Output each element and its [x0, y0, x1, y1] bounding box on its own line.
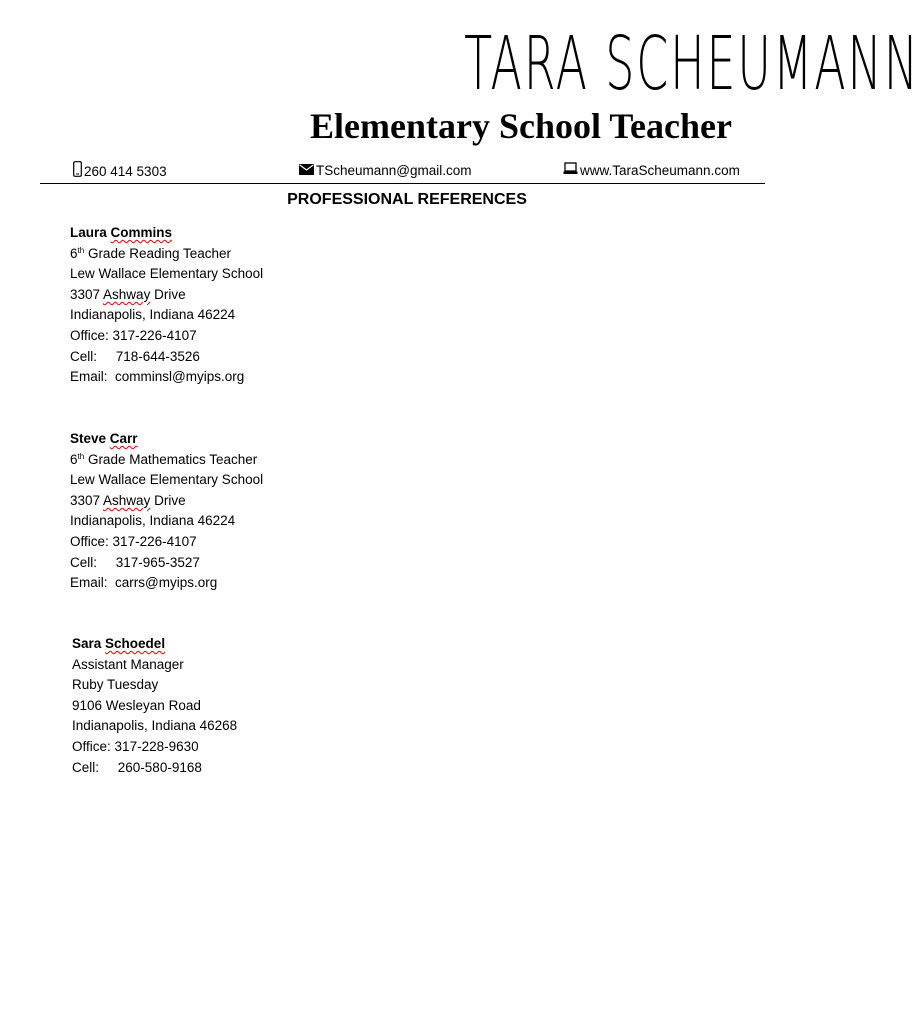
phone-number: 260 414 5303	[84, 164, 167, 179]
header-divider	[40, 183, 765, 184]
reference-organization: Ruby Tuesday	[72, 677, 159, 693]
reference-entry	[72, 634, 237, 778]
section-heading: PROFESSIONAL REFERENCES	[287, 191, 527, 208]
resume-title: Elementary School Teacher	[310, 106, 732, 146]
reference-entry	[70, 223, 263, 388]
reference-office: Office: 317-228-9630	[72, 738, 199, 754]
reference-name: Laura Commins	[70, 225, 173, 240]
reference-position: 6th Grade Reading Teacher	[70, 245, 232, 261]
reference-name: Sara Schoedel	[72, 636, 166, 651]
reference-address: 3307 Ashway Drive	[70, 286, 186, 302]
laptop-icon	[563, 161, 578, 181]
reference-organization: Lew Wallace Elementary School	[70, 266, 264, 282]
reference-city: Indianapolis, Indiana 46224	[70, 307, 236, 323]
reference-address: 3307 Ashway Drive	[70, 492, 186, 508]
reference-cell: Cell: 718-644-3526	[70, 348, 200, 364]
reference-office: Office: 317-226-4107	[70, 327, 197, 343]
reference-email: Email: carrs@myips.org	[70, 575, 218, 591]
resume-name: TARA SCHEUMANN	[464, 21, 920, 107]
reference-name: Steve Carr	[70, 431, 138, 446]
reference-position: Assistant Manager	[72, 656, 184, 672]
reference-cell: Cell: 317-965-3527	[70, 554, 200, 570]
email-address: TScheumann@gmail.com	[316, 163, 472, 178]
contact-phone	[73, 161, 167, 183]
reference-city: Indianapolis, Indiana 46268	[72, 718, 238, 734]
reference-entry	[70, 429, 263, 594]
website-url: www.TaraScheumann.com	[580, 163, 740, 178]
contact-email	[299, 161, 472, 181]
reference-position: 6th Grade Mathematics Teacher	[70, 451, 258, 467]
reference-email: Email: comminsl@myips.org	[70, 369, 245, 385]
contact-website	[563, 161, 740, 181]
phone-icon	[73, 161, 82, 183]
reference-organization: Lew Wallace Elementary School	[70, 472, 264, 488]
envelope-icon	[299, 161, 314, 181]
reference-cell: Cell: 260-580-9168	[72, 759, 202, 775]
reference-office: Office: 317-226-4107	[70, 533, 197, 549]
reference-address: 9106 Wesleyan Road	[72, 697, 201, 713]
reference-city: Indianapolis, Indiana 46224	[70, 513, 236, 529]
